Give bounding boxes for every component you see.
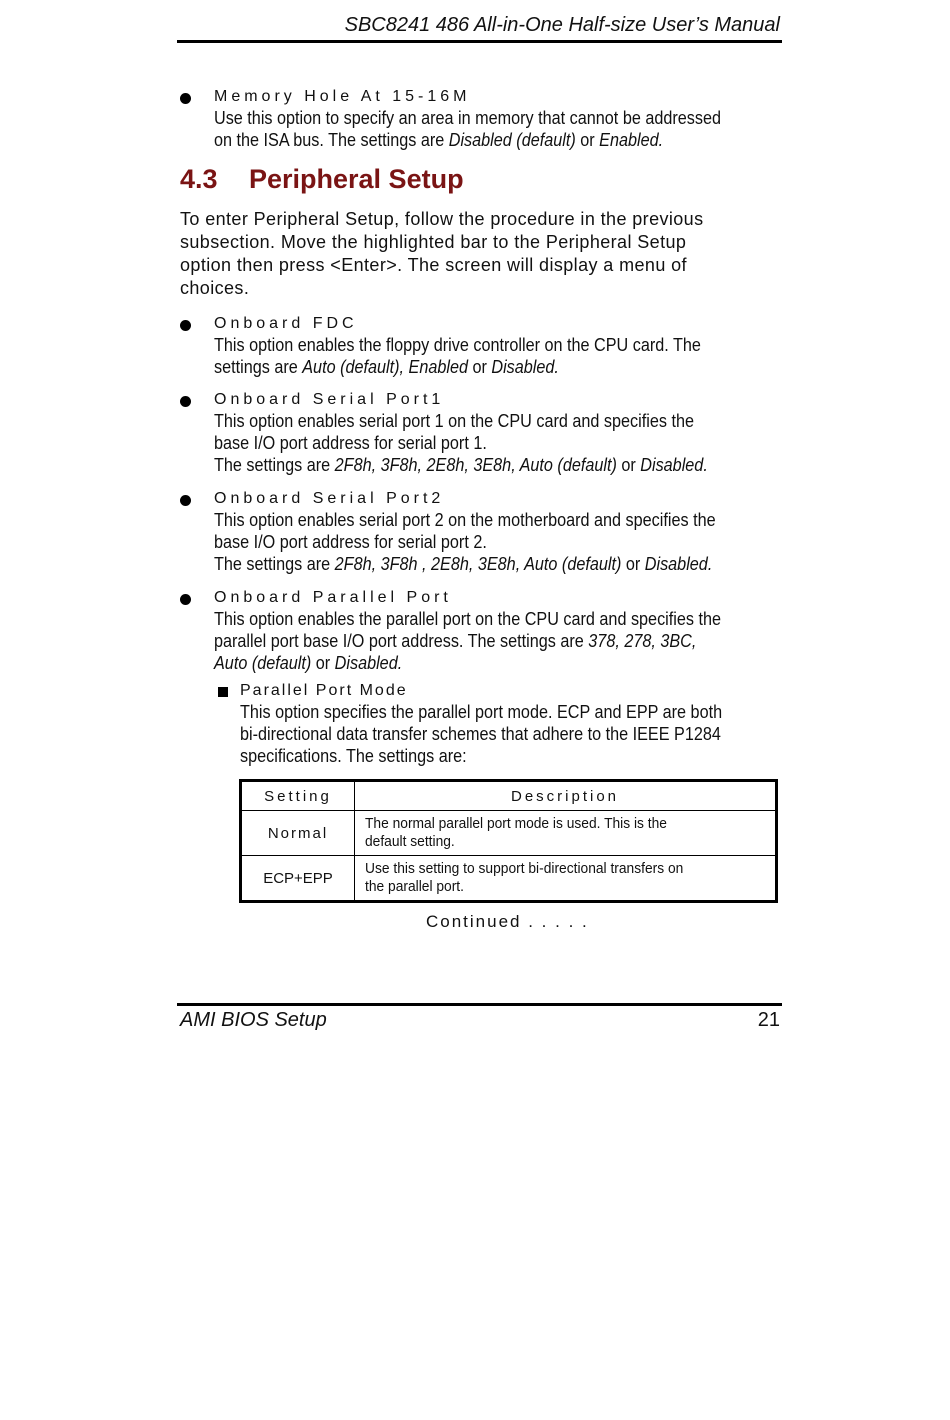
item-description xyxy=(214,410,732,476)
item-description xyxy=(214,509,732,575)
item-title: Onboard Serial Port2 xyxy=(214,490,445,507)
desc-line: This option enables the floppy drive controller on the CPU card. The xyxy=(214,335,701,355)
intro-line: option then press <Enter>. The screen will display a menu of xyxy=(180,255,687,275)
item-title: Onboard FDC xyxy=(214,315,358,332)
item-description xyxy=(214,107,732,151)
desc-line: This option enables the parallel port on the CPU card and specifies the xyxy=(214,609,722,629)
square-bullet-icon xyxy=(218,687,228,697)
desc-line: on the ISA bus. The settings are Disabled (default) or Enabled. xyxy=(214,130,664,150)
desc-line: settings are Auto (default), Enabled or Disabled. xyxy=(214,357,559,377)
item-title: Memory Hole At 15-16M xyxy=(214,88,471,105)
bullet-icon xyxy=(180,396,191,407)
running-header: SBC8241 486 All-in-One Half-size User’s Manual xyxy=(344,14,780,36)
desc-line: This option enables serial port 2 on the motherboard and specifies the xyxy=(214,510,716,530)
continued-note: Continued . . . . . xyxy=(426,912,589,931)
col-header-description: Description xyxy=(355,781,777,811)
footer-rule xyxy=(177,1003,782,1006)
intro-line: choices. xyxy=(180,278,250,298)
header-rule xyxy=(177,40,782,43)
table-row xyxy=(241,811,777,856)
section-title: Peripheral Setup xyxy=(249,164,464,194)
section-heading xyxy=(180,164,464,195)
desc-line: This option enables serial port 1 on the CPU card and specifies the xyxy=(214,411,694,431)
table-row xyxy=(241,856,777,902)
table-header-row xyxy=(241,781,777,811)
desc-line: parallel port base I/O port address. The settings are 378, 278, 3BC, xyxy=(214,631,697,651)
desc-line: specifications. The settings are: xyxy=(240,746,467,766)
intro-line: To enter Peripheral Setup, follow the procedure in the previous xyxy=(180,209,704,229)
desc-line: base I/O port address for serial port 1. xyxy=(214,433,487,453)
settings-table xyxy=(239,779,778,903)
description-cell: Use this setting to support bi-directional transfers on the parallel port. xyxy=(355,856,777,902)
section-intro xyxy=(180,208,780,300)
desc-line: The settings are 2F8h, 3F8h, 2E8h, 3E8h, Auto (default) or Disabled. xyxy=(214,455,708,475)
footer-chapter: AMI BIOS Setup xyxy=(180,1009,327,1031)
item-description xyxy=(214,608,732,674)
desc-line: Auto (default) or Disabled. xyxy=(214,653,403,673)
bullet-icon xyxy=(180,93,191,104)
col-header-setting: Setting xyxy=(241,781,355,811)
bullet-icon xyxy=(180,320,191,331)
item-description xyxy=(214,334,732,378)
section-number: 4.3 xyxy=(180,164,218,194)
desc-line: The settings are 2F8h, 3F8h , 2E8h, 3E8h, Auto (default) or Disabled. xyxy=(214,554,713,574)
page-number: 21 xyxy=(757,1009,780,1031)
desc-line: base I/O port address for serial port 2. xyxy=(214,532,487,552)
subitem-description xyxy=(240,701,776,767)
setting-cell: Normal xyxy=(241,811,355,856)
intro-line: subsection. Move the highlighted bar to the Peripheral Setup xyxy=(180,232,687,252)
desc-line: Use this option to specify an area in memory that cannot be addressed xyxy=(214,108,721,128)
item-title: Onboard Parallel Port xyxy=(214,589,452,606)
bullet-icon xyxy=(180,594,191,605)
description-cell: The normal parallel port mode is used. This is the default setting. xyxy=(355,811,777,856)
subitem-title: Parallel Port Mode xyxy=(240,682,408,699)
desc-line: This option specifies the parallel port mode. ECP and EPP are both xyxy=(240,702,723,722)
desc-line: bi-directional data transfer schemes that adhere to the IEEE P1284 xyxy=(240,724,721,744)
bullet-icon xyxy=(180,495,191,506)
item-title: Onboard Serial Port1 xyxy=(214,391,445,408)
setting-cell: ECP+EPP xyxy=(241,856,355,902)
